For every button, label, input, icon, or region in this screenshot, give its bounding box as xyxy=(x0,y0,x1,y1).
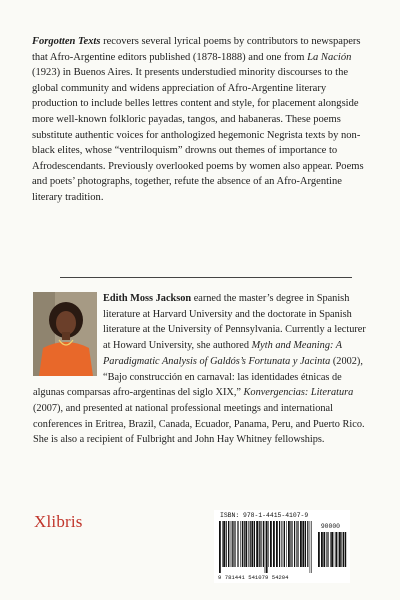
divider-rule xyxy=(60,277,352,278)
back-cover-blurb xyxy=(32,34,370,206)
author-bio xyxy=(33,291,375,448)
isbn-label: ISBN: 978-1-4415-4107-9 xyxy=(220,512,309,519)
book-title: Forgotten Texts xyxy=(32,36,101,47)
bio-text-2: (2002), “Bajo construcción en carnaval: las identidades étnicas de algunas comparsas afro-argentinas del siglo XIX,” xyxy=(33,355,363,399)
barcode-main-bars xyxy=(218,521,314,573)
barcode-digits: 9 781441 541079 54204 xyxy=(218,574,289,581)
work-title-1: Myth and Meaning: A Paradigmatic Analysis of Galdós’s Fortunata y Jacinta xyxy=(103,340,342,367)
price-code: 90000 xyxy=(320,523,340,530)
barcode-addon-bars xyxy=(317,532,347,573)
bio-text-1: earned the master’s degree in Spanish literature at Harvard University and the doctorate in Spanish literature at the University of Pennsylvania. Currently a lecturer at Howard University, she authored xyxy=(103,293,366,352)
author-name: Edith Moss Jackson xyxy=(103,293,192,304)
publisher-logo: Xlibris xyxy=(34,512,83,531)
newspaper-title: La Nación xyxy=(307,51,352,63)
blurb-text-1: recovers several lyrical poems by contributors to newspapers that Afro-Argentine editors published (1878-1888) and one from xyxy=(32,36,361,63)
blurb-text-2: (1923) in Buenos Aires. It presents understudied minority discourses to the global community and widens appreciation of Afro-Argentine literary production to include belles lettres content and style, for placement alongside more well-known folkloric payadas, tangos, and habaneras. These poems substitute authentic voices for anthologized hegemonic Negrista texts by non-black elites, whose “ventriloquism” drowns out themes of importance to Afrodescendants. Previously overlooked poems by women also appear. Poems and poets’ photographs, together, refute the absence of an Afro-Argentine literary tradition. xyxy=(32,67,364,203)
barcode-panel xyxy=(214,510,350,583)
bio-text-3: (2007), and presented at national professional meetings and international conferences in Eritrea, Brazil, Canada, Ecuador, Panama, Peru, and Puerto Rico. She is also a recipient of Fulbright and John Hay Whitney fellowships. xyxy=(33,402,365,446)
work-title-2: Konvergencias: Literatura xyxy=(243,387,354,399)
